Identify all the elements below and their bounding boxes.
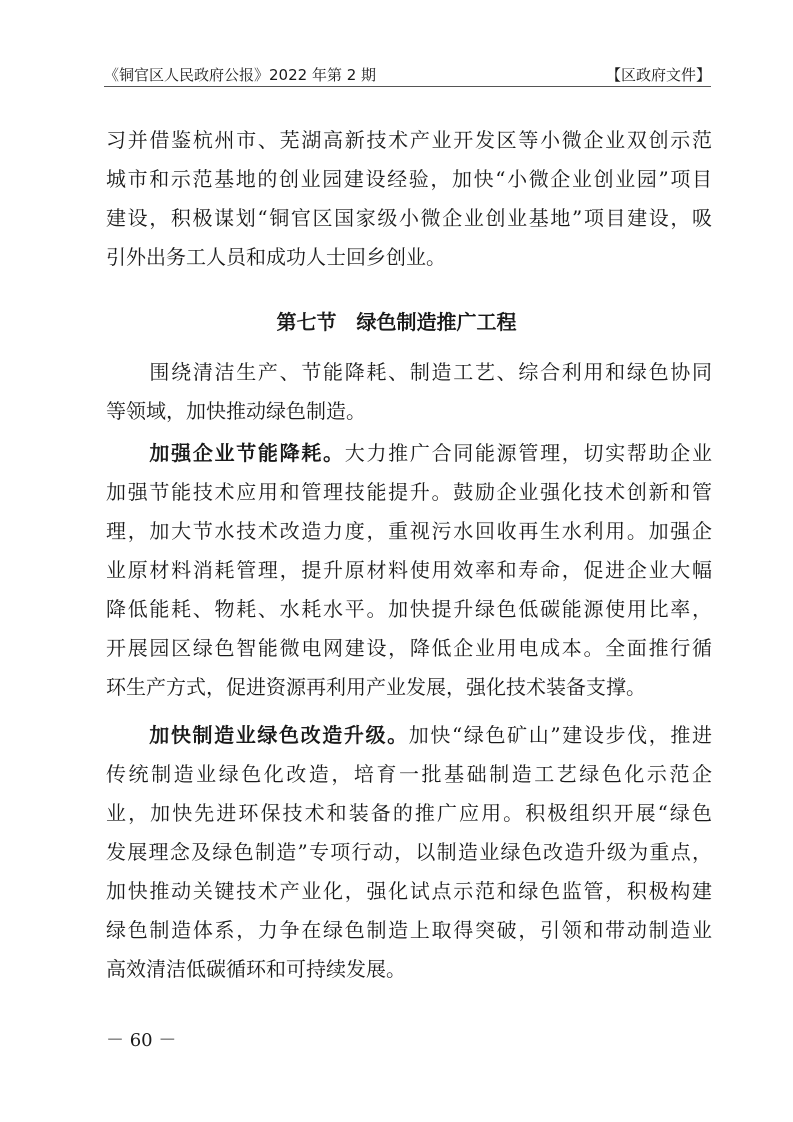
line-text: 加快“绿色矿山”建设步伐，推进 xyxy=(408,723,713,747)
text-line xyxy=(106,479,712,505)
paragraph-lead: 加强企业节能降耗。 xyxy=(106,441,345,465)
line-text: 高效清洁低碳循环和可持续发展。 xyxy=(106,957,406,981)
text-line xyxy=(106,596,712,622)
line-text: 城市和示范基地的创业园建设经验，加快“小微企业创业园”项目 xyxy=(106,167,712,191)
line-text: 习并借鉴杭州市、芜湖高新技术产业开发区等小微企业双创示范 xyxy=(106,128,712,152)
line-text: 加强节能技术应用和管理技能提升。鼓励企业强化技术创新和管 xyxy=(106,480,712,504)
text-line xyxy=(106,635,712,661)
text-line xyxy=(106,244,712,270)
text-line xyxy=(106,440,712,466)
line-text: 业，加快先进环保技术和装备的推广应用。积极组织开展“绿色 xyxy=(106,801,712,825)
line-text: 引外出务工人员和成功人士回乡创业。 xyxy=(106,245,446,269)
text-line xyxy=(106,839,712,865)
text-line xyxy=(106,722,712,748)
line-text: 发展理念及绿色制造”专项行动，以制造业绿色改造升级为重点， xyxy=(106,840,712,864)
line-text: 加快推动关键技术产业化，强化试点示范和绿色监管，积极构建 xyxy=(106,879,712,903)
line-text: 开展园区绿色智能微电网建设，降低企业用电成本。全面推行循 xyxy=(106,636,712,660)
line-text: 等领域，加快推动绿色制造。 xyxy=(106,399,366,423)
text-line xyxy=(106,761,712,787)
text-line xyxy=(106,917,712,943)
paragraph-lead: 加快制造业绿色改造升级。 xyxy=(106,723,409,747)
page-number: － 60 － xyxy=(106,1030,177,1051)
text-line xyxy=(106,205,712,231)
text-line xyxy=(106,674,712,700)
line-text: 绿色制造体系，力争在绿色制造上取得突破，引领和带动制造业 xyxy=(106,918,712,942)
text-line xyxy=(106,166,712,192)
line-text: 建设，积极谋划“铜官区国家级小微企业创业基地”项目建设，吸 xyxy=(106,206,712,230)
text-line xyxy=(106,398,712,424)
line-text: 大力推广合同能源管理，切实帮助企业 xyxy=(344,441,713,465)
publication-title: 《铜官区人民政府公报》2022 年第 2 期 xyxy=(104,66,377,84)
text-line xyxy=(106,518,712,544)
line-text: 围绕清洁生产、节能降耗、制造工艺、综合利用和绿色协同 xyxy=(106,360,712,384)
section-label: 【区政府文件】 xyxy=(605,66,711,84)
text-line xyxy=(106,557,712,583)
line-text: 业原材料消耗管理，提升原材料使用效率和寿命，促进企业大幅 xyxy=(106,558,712,582)
text-line xyxy=(106,956,712,982)
text-line xyxy=(106,878,712,904)
line-text: 传统制造业绿色化改造，培育一批基础制造工艺绿色化示范企 xyxy=(106,762,712,786)
text-line xyxy=(106,359,712,385)
line-text: 降低能耗、物耗、水耗水平。加快提升绿色低碳能源使用比率， xyxy=(106,597,712,621)
running-header xyxy=(104,62,711,87)
text-line xyxy=(106,800,712,826)
line-text: 环生产方式，促进资源再利用产业发展，强化技术装备支撑。 xyxy=(106,675,646,699)
section-title: 第七节 绿色制造推广工程 xyxy=(276,310,517,334)
line-text: 理，加大节水技术改造力度，重视污水回收再生水利用。加强企 xyxy=(106,519,712,543)
text-line xyxy=(106,127,712,153)
